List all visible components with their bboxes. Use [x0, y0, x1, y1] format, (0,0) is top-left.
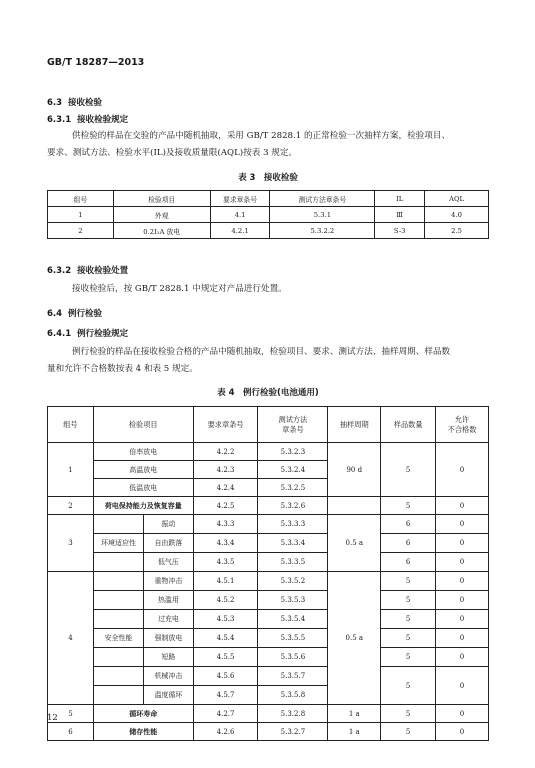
table-cell: Ⅲ	[375, 207, 425, 223]
section-number: 6.4	[47, 309, 63, 319]
samples-cell: 5	[381, 443, 436, 497]
method-cell: 5.3.2.8	[258, 705, 328, 723]
table-row	[48, 553, 489, 572]
table-row	[48, 443, 489, 461]
period-cell: 0.5 a	[328, 572, 381, 705]
method-cell: 5.3.5.4	[258, 610, 328, 629]
allow-cell: 0	[436, 723, 489, 741]
section-6-3-heading	[47, 96, 102, 108]
table-cell: 4.0	[425, 207, 489, 223]
method-cell: 5.3.5.3	[258, 591, 328, 610]
period-cell: 1 a	[328, 705, 381, 723]
category-label	[94, 667, 143, 685]
table-row	[48, 223, 489, 239]
category-label	[94, 515, 143, 533]
item-label: 短路	[143, 648, 192, 666]
allow-cell: 0	[436, 705, 489, 723]
req-cell: 4.5.4	[193, 629, 258, 648]
allow-cell: 0	[436, 534, 489, 553]
item-label: 振动	[143, 515, 192, 533]
allow-cell: 0	[436, 591, 489, 610]
table-cell: 2.5	[425, 223, 489, 239]
category-label: 安全性能	[104, 634, 133, 642]
req-cell: 4.5.1	[193, 572, 258, 591]
samples-cell: 6	[381, 515, 436, 534]
item-label: 低气压	[143, 553, 192, 571]
table-row	[48, 629, 489, 648]
allow-cell: 0	[436, 497, 489, 515]
method-cell: 5.3.3.3	[258, 515, 328, 534]
item-cell	[93, 648, 193, 667]
method-cell: 5.3.5.5	[258, 629, 328, 648]
header-item: 检验项目	[93, 407, 193, 443]
table-row	[48, 572, 489, 591]
section-6-4-1-heading	[47, 327, 128, 339]
req-cell: 4.3.5	[193, 553, 258, 572]
samples-cell: 5	[381, 610, 436, 629]
section-title: 接收检验规定	[77, 115, 129, 125]
item-cell: 高温放电	[93, 461, 193, 479]
category-label	[94, 591, 143, 609]
table-4-caption: 表 4 例行检验(电池通用)	[217, 388, 319, 398]
allow-cell: 0	[436, 553, 489, 572]
method-cell: 5.3.3.4	[258, 534, 328, 553]
group-number: 2	[48, 497, 94, 515]
samples-cell: 5	[381, 648, 436, 667]
method-cell: 5.3.5.6	[258, 648, 328, 667]
item-label: 自由跌落	[143, 534, 192, 552]
allow-cell: 0	[436, 667, 489, 705]
samples-cell: 5	[381, 667, 436, 705]
header-cell: IL	[375, 191, 425, 207]
paragraph-6-3-1-line2: 要求、测试方法、检验水平(IL)及接收质量限(AQL)按表 3 规定。	[47, 148, 298, 158]
item-label: 机械冲击	[143, 667, 192, 685]
req-cell: 4.5.2	[193, 591, 258, 610]
req-cell: 4.2.6	[193, 723, 258, 741]
header-test-method-clause	[258, 407, 328, 443]
req-cell: 4.2.2	[193, 443, 258, 461]
group-number: 6	[48, 723, 94, 741]
section-number: 6.3.1	[47, 115, 72, 125]
req-cell: 4.5.5	[193, 648, 258, 667]
paragraph-6-3-2: 接收检验后，按 GB/T 2828.1 中规定对产品进行处置。	[72, 284, 287, 294]
samples-cell: 5	[381, 629, 436, 648]
item-cell	[93, 553, 193, 572]
section-6-3-1-heading	[47, 113, 128, 125]
table-4-routine-inspection	[47, 406, 489, 741]
table-row	[48, 723, 489, 741]
section-number: 6.4.1	[47, 329, 72, 339]
header-cell: 测试方法章条号	[270, 191, 375, 207]
method-cell: 5.3.3.5	[258, 553, 328, 572]
samples-cell: 5	[381, 497, 436, 515]
item-cell	[93, 610, 193, 629]
section-title: 接收检验	[67, 98, 102, 108]
allow-cell: 0	[436, 648, 489, 667]
req-cell: 4.3.3	[193, 515, 258, 534]
req-cell: 4.3.4	[193, 534, 258, 553]
req-cell: 4.2.5	[193, 497, 258, 515]
samples-cell: 5	[381, 591, 436, 610]
standard-header: GB/T 18287—2013	[47, 57, 145, 68]
header-line: 章条号	[282, 424, 304, 434]
header-cell: 要求章条号	[210, 191, 270, 207]
table-row	[48, 667, 489, 686]
table-row	[48, 591, 489, 610]
req-cell: 4.2.4	[193, 479, 258, 497]
paragraph-6-3-1-line1: 供检验的样品在交验的产品中随机抽取，采用 GB/T 2828.1 的正常检验一次抽样方案，检验项目、	[72, 131, 451, 141]
item-cell: 循环寿命	[93, 705, 193, 723]
category-label	[94, 553, 143, 571]
table-row	[48, 534, 489, 553]
req-cell: 4.5.6	[193, 667, 258, 686]
method-cell: 5.3.2.6	[258, 497, 328, 515]
item-cell	[93, 534, 193, 553]
item-cell	[93, 667, 193, 686]
samples-cell: 6	[381, 553, 436, 572]
header-line: 不合格数	[447, 424, 477, 434]
item-cell: 储存性能	[93, 723, 193, 741]
header-cell: 检验项目	[113, 191, 210, 207]
section-title: 例行检验规定	[77, 329, 129, 339]
item-cell: 荷电保持能力及恢复容量	[93, 497, 193, 515]
table-cell: 外观	[113, 207, 210, 223]
group-number: 1	[48, 443, 94, 497]
table-row	[48, 207, 489, 223]
table-row	[48, 497, 489, 515]
header-allowed-nonconforming	[436, 407, 489, 443]
item-cell	[93, 686, 193, 705]
table-cell: S-3	[375, 223, 425, 239]
item-cell	[93, 515, 193, 534]
period-cell: 90 d	[328, 443, 381, 497]
section-6-4-heading	[47, 307, 102, 319]
samples-cell: 5	[381, 723, 436, 741]
table-cell: 2	[48, 223, 114, 239]
section-title: 例行检验	[67, 309, 102, 319]
category-label: 环境适应性	[101, 539, 137, 547]
item-cell	[93, 591, 193, 610]
item-label: 强制放电	[143, 629, 192, 647]
page-number: 12	[47, 713, 58, 723]
header-requirement-clause: 要求章条号	[193, 407, 258, 443]
item-cell: 倍率放电	[93, 443, 193, 461]
item-label: 过充电	[143, 610, 192, 628]
table-3-caption: 表 3 接收检验	[238, 173, 298, 183]
group-number: 4	[48, 572, 94, 705]
section-number: 6.3.2	[47, 266, 72, 276]
section-number: 6.3	[47, 98, 63, 108]
group-number: 5	[48, 705, 94, 723]
table-cell: 5.3.1	[270, 207, 375, 223]
header-sample-quantity: 样品数量	[381, 407, 436, 443]
method-cell: 5.3.5.7	[258, 667, 328, 686]
item-label: 温度循环	[143, 686, 192, 704]
item-cell	[93, 629, 193, 648]
header-cell: 组号	[48, 191, 114, 207]
table-cell: 4.2.1	[210, 223, 270, 239]
period-cell: 1 a	[328, 723, 381, 741]
samples-cell: 5	[381, 572, 436, 591]
allow-cell: 0	[436, 572, 489, 591]
allow-cell: 0	[436, 610, 489, 629]
section-6-3-2-heading	[47, 264, 128, 276]
method-cell: 5.3.2.4	[258, 461, 328, 479]
table-cell: 1	[48, 207, 114, 223]
method-cell: 5.3.2.5	[258, 479, 328, 497]
category-label	[94, 648, 143, 666]
header-line: 允许	[454, 414, 470, 424]
table-header-row	[48, 191, 489, 207]
req-cell: 4.5.7	[193, 686, 258, 705]
allow-cell: 0	[436, 443, 489, 497]
table-row	[48, 610, 489, 629]
header-group: 组号	[48, 407, 94, 443]
samples-cell: 6	[381, 534, 436, 553]
allow-cell: 0	[436, 629, 489, 648]
method-cell: 5.3.2.7	[258, 723, 328, 741]
table-header-row	[48, 407, 489, 443]
item-cell: 低温放电	[93, 479, 193, 497]
category-label	[94, 610, 143, 628]
table-cell: 0.2I₁A 放电	[113, 223, 210, 239]
header-sampling-period: 抽样周期	[328, 407, 381, 443]
category-label	[94, 686, 143, 704]
period-cell: 0.5 a	[328, 515, 381, 572]
group-number: 3	[48, 515, 94, 572]
category-label	[94, 572, 143, 590]
req-cell: 4.5.3	[193, 610, 258, 629]
item-label: 重物冲击	[143, 572, 192, 590]
item-cell	[93, 572, 193, 591]
method-cell: 5.3.5.2	[258, 572, 328, 591]
samples-cell: 5	[381, 705, 436, 723]
table-cell: 5.3.2.2	[270, 223, 375, 239]
paragraph-6-4-1-line1: 例行检验的样品在接收检验合格的产品中随机抽取，检验项目、要求、测试方法、抽样周期、样品数	[72, 347, 451, 357]
header-cell: AQL	[425, 191, 489, 207]
method-cell: 5.3.5.8	[258, 686, 328, 705]
table-row	[48, 705, 489, 723]
req-cell: 4.2.7	[193, 705, 258, 723]
method-cell: 5.3.2.3	[258, 443, 328, 461]
item-label: 热滥用	[143, 591, 192, 609]
section-title: 接收检验处置	[77, 266, 129, 276]
table-3-acceptance-inspection	[47, 190, 489, 239]
req-cell: 4.2.3	[193, 461, 258, 479]
paragraph-6-4-1-line2: 量和允许不合格数按表 4 和表 5 规定。	[47, 364, 198, 374]
period-cell	[328, 497, 381, 515]
allow-cell: 0	[436, 515, 489, 534]
table-row	[48, 648, 489, 667]
table-row	[48, 515, 489, 534]
header-line: 测试方法	[278, 414, 308, 424]
table-cell: 4.1	[210, 207, 270, 223]
